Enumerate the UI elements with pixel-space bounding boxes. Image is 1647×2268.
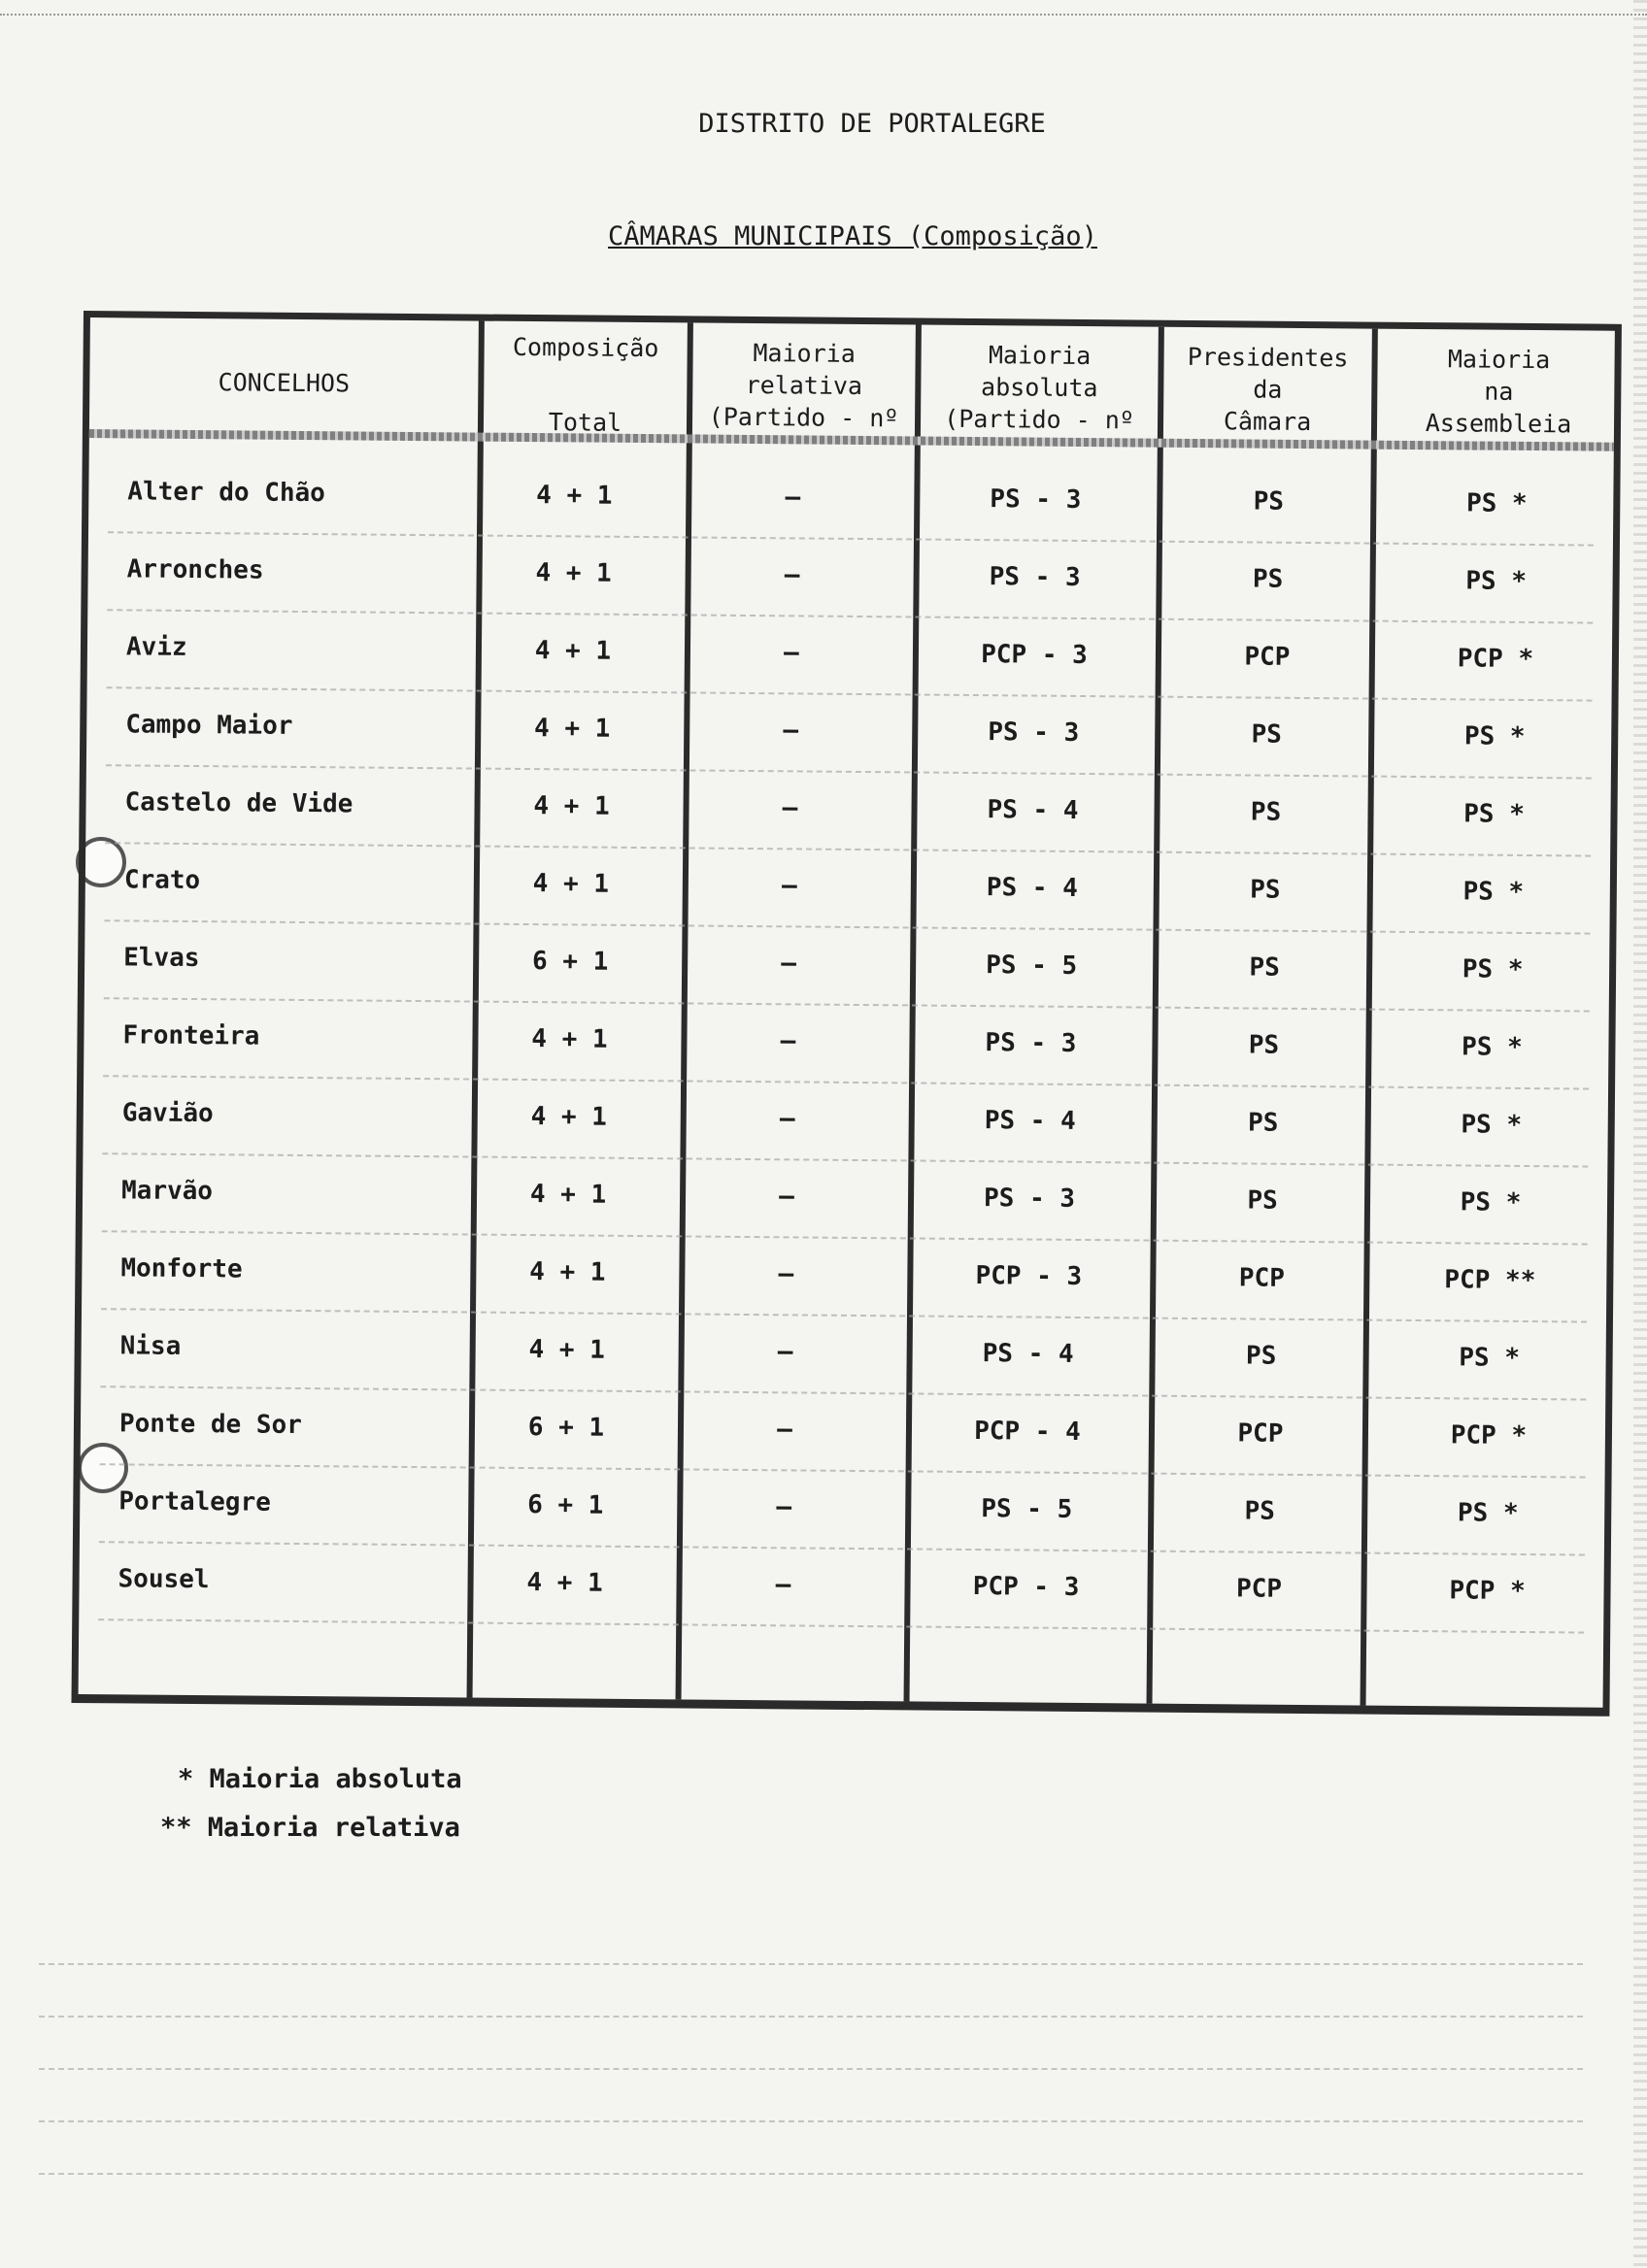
header-absoluta-line3: (Partido - nº	[944, 404, 1135, 435]
assembleia-cell: PS *	[1465, 488, 1528, 518]
assembleia-cell: PS *	[1461, 1110, 1523, 1140]
maioria-relativa-cell: —	[781, 949, 797, 979]
maioria-absoluta-cell: PS - 3	[990, 484, 1082, 515]
assembleia-cell: PS *	[1463, 721, 1526, 751]
maioria-absoluta-cell: PS - 3	[988, 717, 1080, 748]
assembleia-cell: PS *	[1465, 566, 1528, 596]
footnote-double-star: ** Maioria relativa	[160, 1813, 460, 1843]
header-presidentes-line2: da	[1253, 375, 1283, 404]
presidente-cell: PS	[1245, 1341, 1277, 1371]
assembleia-cell: PS *	[1462, 877, 1525, 907]
composicao-cell: 4 + 1	[536, 481, 613, 511]
maioria-absoluta-cell: PCP - 3	[975, 1261, 1083, 1292]
table-row	[81, 1317, 1606, 1407]
maioria-relativa-cell: —	[775, 1570, 791, 1600]
assembleia-cell: PCP *	[1457, 644, 1534, 675]
table-row	[85, 774, 1611, 863]
header-absoluta-line2: absoluta	[981, 373, 1098, 403]
footnote-single-star: * Maioria absoluta	[178, 1764, 462, 1794]
assembleia-cell: PS *	[1462, 954, 1524, 984]
table-row	[88, 463, 1614, 552]
presidente-cell: PS	[1248, 1030, 1280, 1060]
maioria-relativa-cell: —	[785, 483, 801, 513]
concelho-cell: Arronches	[126, 554, 264, 585]
header-maioria-assembleia	[1377, 339, 1621, 451]
maioria-relativa-cell: —	[782, 793, 798, 823]
maioria-relativa-cell: —	[777, 1415, 792, 1445]
header-relativa-line2: relativa	[745, 370, 863, 401]
presidente-cell: PS	[1247, 1108, 1279, 1138]
presidente-cell: PS	[1249, 952, 1280, 983]
concelho-cell: Portalegre	[118, 1486, 271, 1518]
maioria-absoluta-cell: PS - 3	[983, 1184, 1076, 1214]
maioria-absoluta-cell: PCP - 3	[972, 1572, 1080, 1602]
ruled-line	[39, 2120, 1583, 2122]
table-row	[84, 851, 1610, 941]
concelho-cell: Monforte	[120, 1253, 243, 1284]
maioria-absoluta-cell: PS - 4	[987, 795, 1079, 825]
presidente-cell: PS	[1250, 797, 1282, 827]
assembleia-cell: PS *	[1463, 799, 1525, 829]
maioria-relativa-cell: —	[780, 1026, 796, 1056]
presidente-cell: PCP	[1235, 1574, 1283, 1604]
assembleia-cell: PS *	[1459, 1343, 1521, 1373]
ruled-line	[39, 2173, 1583, 2175]
concelho-cell: Fronteira	[122, 1020, 260, 1051]
assembleia-cell: PS *	[1461, 1032, 1523, 1062]
composicao-cell: 6 + 1	[531, 947, 609, 977]
maioria-relativa-cell: —	[777, 1337, 793, 1367]
header-relativa-line1: Maioria	[753, 339, 856, 368]
composicao-cell: 6 + 1	[527, 1490, 604, 1520]
table-subtitle: CÂMARAS MUNICIPAIS (Composição)	[608, 221, 1097, 251]
maioria-absoluta-cell: PS - 5	[986, 951, 1078, 981]
table-row	[84, 1007, 1609, 1096]
presidente-cell: PS	[1244, 1496, 1276, 1526]
concelho-cell: Alter do Chão	[127, 477, 325, 509]
concelho-cell: Nisa	[119, 1331, 182, 1361]
presidente-cell: PCP	[1244, 642, 1291, 672]
assembleia-cell: PCP *	[1450, 1420, 1528, 1451]
header-relativa-line3: (Partido - nº	[708, 402, 899, 433]
composicao-cell: 4 + 1	[533, 714, 611, 744]
concelho-cell: Crato	[123, 865, 201, 896]
maioria-absoluta-cell: PS - 4	[986, 873, 1078, 903]
header-absoluta-line1: Maioria	[988, 341, 1092, 371]
maioria-absoluta-cell: PS - 3	[989, 562, 1081, 592]
table-row	[84, 929, 1610, 1018]
concelho-cell: Castelo de Vide	[124, 787, 353, 819]
maioria-relativa-cell: —	[781, 871, 797, 901]
presidente-cell: PS	[1247, 1185, 1278, 1216]
table-row	[87, 541, 1613, 630]
composicao-cell: 4 + 1	[531, 1024, 608, 1054]
maioria-relativa-cell: —	[776, 1492, 792, 1522]
concelho-cell: Sousel	[118, 1564, 210, 1595]
presidente-cell: PS	[1251, 719, 1283, 750]
maioria-absoluta-cell: PS - 4	[982, 1339, 1074, 1369]
composicao-cell: 4 + 1	[530, 1102, 608, 1132]
composicao-cell: 4 + 1	[535, 558, 612, 588]
presidente-cell: PCP	[1237, 1418, 1284, 1449]
concelho-cell: Gavião	[121, 1098, 214, 1129]
composicao-cell: 4 + 1	[529, 1180, 607, 1210]
maioria-relativa-cell: —	[779, 1104, 795, 1134]
assembleia-cell: PS *	[1460, 1187, 1522, 1217]
composicao-cell: 4 + 1	[533, 791, 610, 821]
ruled-line	[39, 2068, 1583, 2070]
table-row	[83, 1084, 1608, 1174]
composicao-cell: 4 + 1	[534, 636, 612, 666]
header-composicao	[484, 331, 688, 440]
header-presidentes-line1: Presidentes	[1187, 342, 1349, 373]
assembleia-cell: PS *	[1457, 1498, 1519, 1528]
concelho-cell: Marvão	[120, 1176, 214, 1207]
concelho-cell: Elvas	[123, 943, 200, 974]
header-assembleia-line1: Maioria	[1447, 345, 1551, 375]
maioria-absoluta-cell: PS - 5	[981, 1494, 1073, 1524]
presidente-cell: PS	[1252, 564, 1284, 594]
header-concelhos	[89, 327, 479, 437]
assembleia-cell: PCP *	[1449, 1576, 1526, 1607]
concelho-cell: Aviz	[125, 632, 187, 662]
header-maioria-relativa	[692, 332, 916, 445]
header-presidentes	[1163, 337, 1372, 450]
header-assembleia-line3: Assembleia	[1425, 409, 1572, 439]
presidente-cell: PS	[1253, 486, 1285, 517]
district-title: DISTRITO DE PORTALEGRE	[698, 109, 1046, 139]
maioria-absoluta-cell: PCP - 3	[981, 640, 1088, 671]
maioria-relativa-cell: —	[783, 638, 799, 668]
header-composicao-line1: Composição	[512, 332, 659, 363]
page-top-edge	[0, 0, 1647, 16]
header-concelhos-label: CONCELHOS	[218, 367, 351, 397]
composicao-cell: 6 + 1	[527, 1413, 605, 1443]
table-row	[79, 1551, 1604, 1640]
council-table	[71, 311, 1621, 1717]
presidente-cell: PS	[1250, 875, 1281, 905]
presidente-cell: PCP	[1238, 1263, 1285, 1293]
maioria-relativa-cell: —	[778, 1259, 794, 1289]
maioria-absoluta-cell: PS - 3	[985, 1028, 1077, 1058]
table-row	[82, 1240, 1607, 1329]
ruled-line	[39, 2016, 1583, 2018]
header-composicao-line2: Total	[548, 408, 622, 437]
footnotes	[160, 1755, 462, 1852]
ruled-line	[39, 1963, 1583, 1965]
concelho-cell: Ponte de Sor	[118, 1409, 302, 1441]
composicao-cell: 4 + 1	[529, 1257, 606, 1287]
table-row	[81, 1395, 1606, 1484]
table-row	[80, 1473, 1605, 1562]
assembleia-cell: PCP **	[1444, 1265, 1536, 1296]
maioria-absoluta-cell: PCP - 4	[974, 1417, 1081, 1448]
maioria-relativa-cell: —	[779, 1182, 795, 1212]
maioria-absoluta-cell: PS - 4	[984, 1106, 1076, 1136]
header-maioria-absoluta	[921, 335, 1159, 448]
table-row	[87, 618, 1613, 708]
maioria-relativa-cell: —	[783, 716, 799, 746]
maioria-relativa-cell: —	[784, 560, 800, 590]
table-row	[86, 696, 1612, 785]
page-right-edge	[1633, 0, 1647, 2268]
composicao-cell: 4 + 1	[528, 1335, 605, 1365]
composicao-cell: 4 + 1	[532, 869, 610, 899]
header-assembleia-line2: na	[1484, 377, 1514, 406]
table-row	[83, 1162, 1608, 1251]
composicao-cell: 4 + 1	[526, 1568, 603, 1598]
header-presidentes-line3: Câmara	[1223, 407, 1312, 437]
concelho-cell: Campo Maior	[125, 710, 293, 741]
